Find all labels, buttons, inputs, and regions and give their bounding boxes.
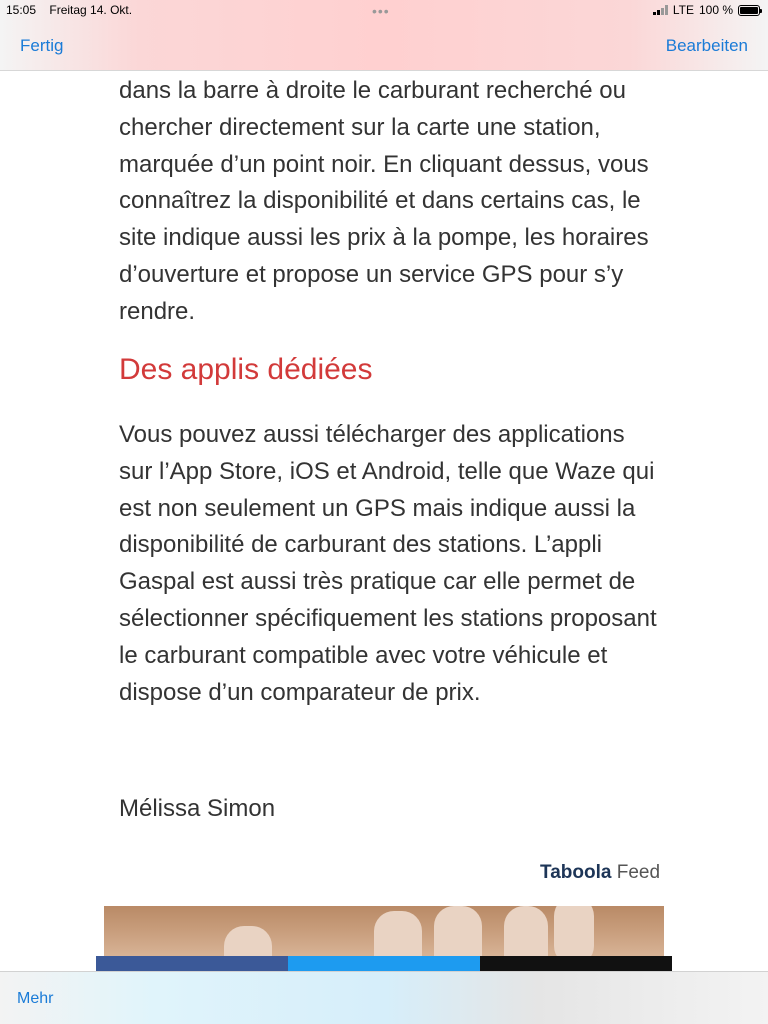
taboola-brand: Taboola [540, 862, 612, 883]
article-paragraph: dans la barre à droite le carburant recherché ou chercher directement sur la carte une station, marquée d’un point noir. En cliquant dessus, vous connaîtrez la disponibilité et dans certains cas, le site indique aussi les prix à la pompe, les horaires d’ouverture et propose un service GPS pour s’y rendre. [119, 77, 649, 325]
network-type: LTE [672, 3, 694, 17]
signal-icon [653, 5, 668, 15]
battery-percent: 100 % [698, 3, 733, 17]
more-button[interactable]: Mehr [17, 990, 54, 1007]
status-right [653, 3, 760, 17]
bottom-toolbar [0, 971, 768, 1024]
article-author: Mélissa Simon [119, 795, 276, 822]
facebook-share-icon[interactable] [96, 956, 288, 972]
top-navigation-bar [0, 0, 768, 71]
section-heading: Des applis dédiées [119, 353, 373, 386]
share-icon[interactable] [480, 956, 672, 972]
done-button[interactable]: Fertig [20, 36, 64, 55]
status-date: Freitag 14. Okt. [49, 3, 133, 17]
status-left [6, 3, 142, 17]
twitter-share-icon[interactable] [288, 956, 480, 972]
status-bar [0, 0, 768, 22]
battery-fill [740, 7, 758, 14]
battery-icon [738, 5, 760, 16]
article-paragraph: Vous pouvez aussi télécharger des applications sur l’App Store, iOS et Android, telle que Waze qui est non seulement un GPS mais indique aussi la disponibilité de carburant des stations. L’appli Gaspal est aussi très pratique car elle permet de sélectionner spécifiquement les stations proposant le carburant compatible avec votre véhicule et dispose d’un comparateur de prix. [119, 421, 657, 706]
multitask-dots-icon[interactable]: ••• [372, 3, 390, 19]
status-time: 15:05 [6, 3, 37, 17]
taboola-feed-logo[interactable] [540, 862, 660, 884]
share-buttons-strip [96, 956, 672, 972]
taboola-feed-label: Feed [616, 862, 661, 883]
edit-button[interactable]: Bearbeiten [665, 36, 748, 55]
